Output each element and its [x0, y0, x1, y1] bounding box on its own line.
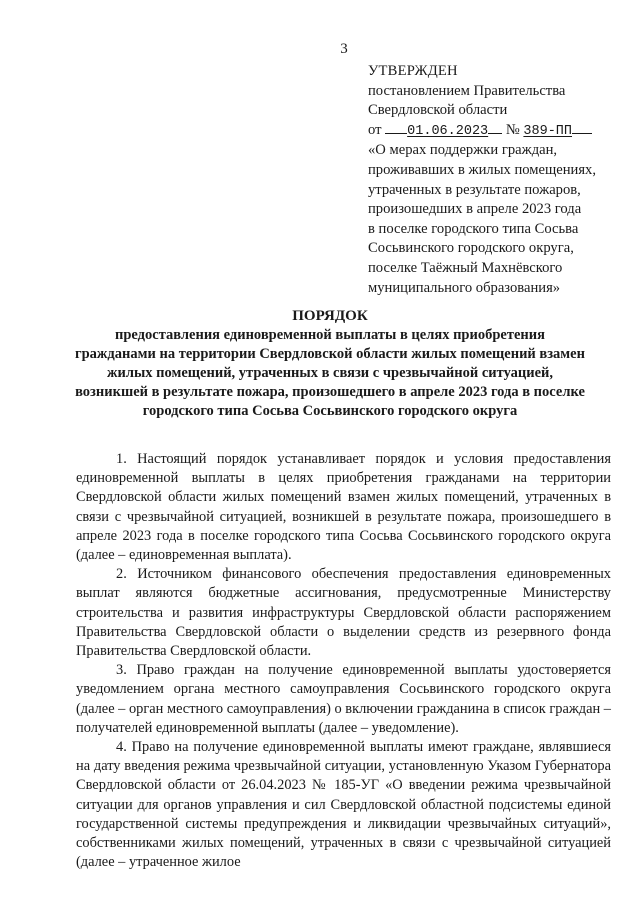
document-heading: ПОРЯДОК: [292, 308, 368, 324]
decree-subject: «О мерах поддержки граждан, проживавших в жилых помещениях, утраченных в результате пожаров, произошедших в апреле 2023 года в поселке городского типа Сосьва Сосьвинского городского округа, поселке Таёжный Махнёвского муниципального образования»: [368, 142, 596, 296]
decree-number: 389-ПП: [523, 123, 573, 139]
decree-date: 01.06.2023: [407, 123, 489, 139]
approval-line-2: Свердловской области: [368, 102, 508, 119]
approval-line-1: постановлением Правительства: [368, 82, 566, 99]
approval-block: [368, 62, 630, 298]
approval-title: УТВЕРЖДЕН: [368, 63, 458, 79]
paragraph-3: 3. Право граждан на получение единовременной выплаты удостоверяется уведомлением органа местного самоуправления Сосьвинского городского округа (далее – орган местного самоуправления) о включении гражданина в список граждан – получателей единовременной выплаты (далее – уведомление).: [76, 662, 611, 736]
document-subtitle: предоставления единовременной выплаты в целях приобретения гражданами на территории Свердловской области жилых помещений взамен жилых помещений, утраченных в связи с чрезвычайной ситуацией, возникшей в результате пожара, произошедшего в апреле 2023 года в поселке городского типа Сосьва Сосьвинского городского округа: [75, 327, 585, 419]
date-prefix: от: [368, 121, 382, 138]
document-title-block: [60, 307, 600, 421]
document-body: [76, 450, 611, 872]
paragraph-4: 4. Право на получение единовременной выплаты имеют граждане, являвшиеся на дату введения режима чрезвычайной ситуации, установленную Указом Губернатора Свердловской области от 26.04.2023 № 185-УГ «О введении режима чрезвычайной ситуации для органов управления и сил Свердловской областной подсистемы единой государственной системы предупреждения и ликвидации чрезвычайных ситуаций», собственниками жилых помещений, утраченных в связи с чрезвычайной ситуацией (далее – утраченное жилое: [76, 739, 611, 871]
number-underline-tail: [572, 121, 592, 134]
date-underline-lead: [385, 121, 407, 134]
number-prefix: №: [505, 121, 520, 138]
date-underline-tail: [488, 121, 502, 134]
decree-date-number-line: [368, 121, 630, 142]
paragraph-2: 2. Источником финансового обеспечения предоставления единовременных выплат являются бюджетные ассигнования, предусмотренные Министерству строительства и развития инфраструктуры Свердловской области распоряжением Правительства Свердловской области о выделении средств из резервного фонда Правительства Свердловской области.: [76, 566, 611, 660]
page-number: 3: [340, 41, 348, 57]
paragraph-1: 1. Настоящий порядок устанавливает порядок и условия предоставления единовременной выплаты в целях приобретения гражданами на территории Свердловской области жилых помещений взамен жилых помещений, утраченных в связи с чрезвычайной ситуацией, возникшей в результате пожара, произошедшего в апреле 2023 года в поселке городского типа Сосьва Сосьвинского городского округа (далее – единовременная выплата).: [76, 451, 611, 564]
